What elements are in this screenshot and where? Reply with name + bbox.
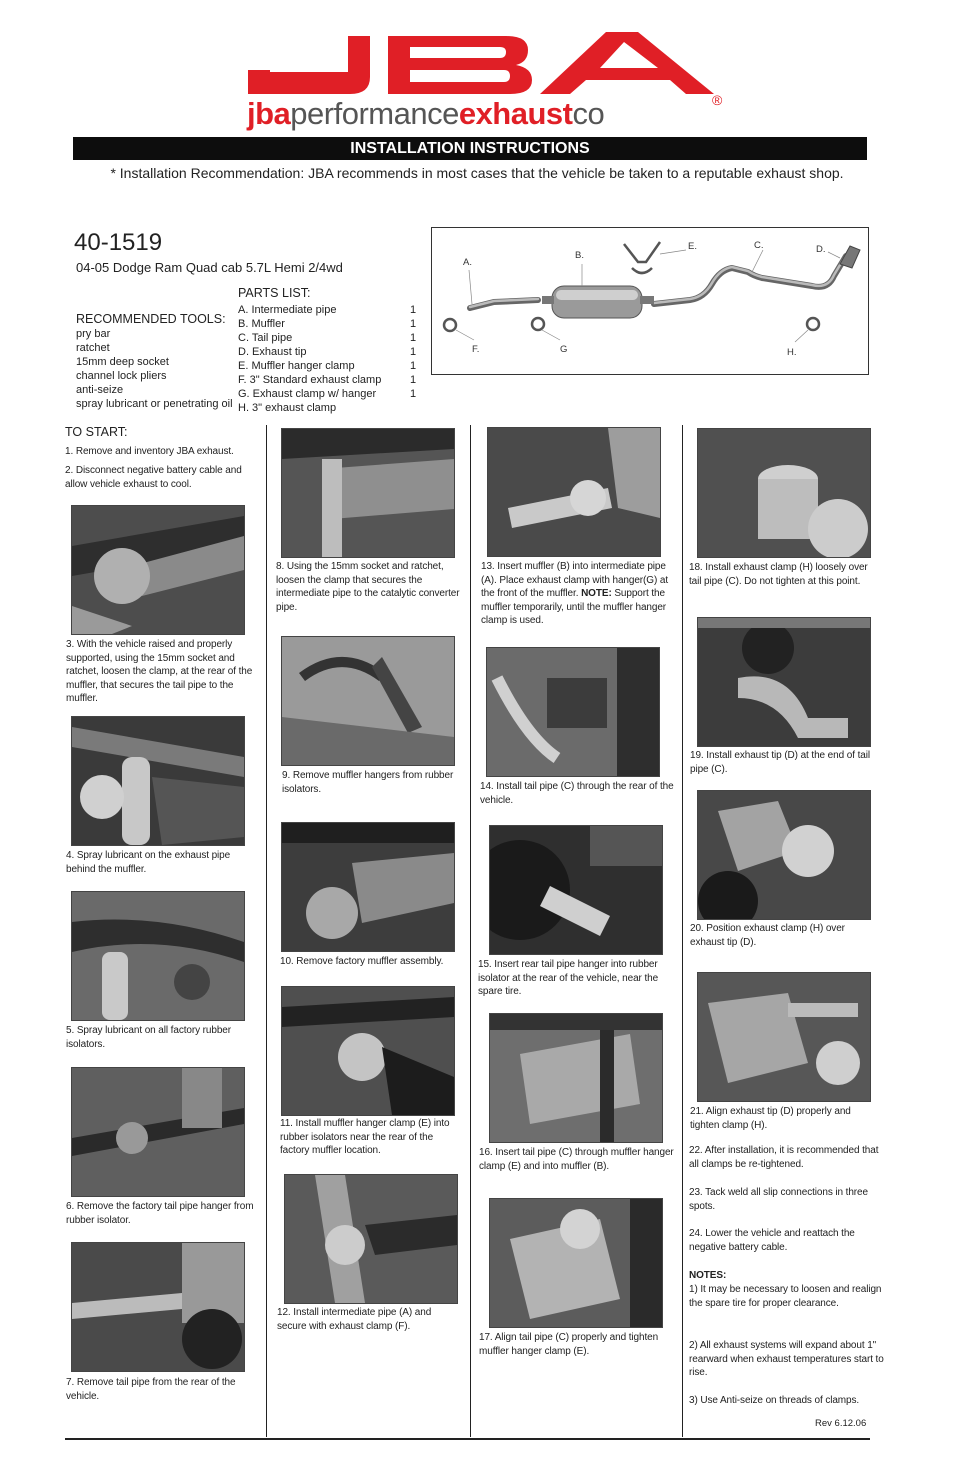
step-16: 16. Insert tail pipe (C) through muffler hanger clamp (E) and into muffler (B). <box>479 1147 674 1172</box>
step-17-photo <box>489 1198 663 1328</box>
part-qty: 1 <box>410 388 417 400</box>
step-9: 9. Remove muffler hangers from rubber isolators. <box>282 770 454 795</box>
step-4-photo <box>71 716 245 846</box>
step-19: 19. Install exhaust tip (D) at the end of tail pipe (C). <box>690 750 870 775</box>
step-5: 5. Spray lubricant on all factory rubber isolators. <box>66 1025 231 1050</box>
step-7: 7. Remove tail pipe from the rear of the vehicle. <box>66 1377 236 1402</box>
part-qty: 1 <box>410 360 417 372</box>
brand-tagline <box>247 96 604 132</box>
step-8: 8. Using the 15mm socket and ratchet, loosen the clamp that secures the intermediate pipe to the catalytic converter pipe. <box>276 561 460 613</box>
step-15: 15. Insert rear tail pipe hanger into rubber isolator at the rear of the vehicle, near the spare tire. <box>478 959 659 997</box>
part-item: H. 3" exhaust clamp <box>238 402 337 414</box>
part-item: A. Intermediate pipe <box>238 304 337 316</box>
brand-co: co <box>572 96 605 131</box>
parts-list <box>238 303 381 415</box>
diagram-label-e: E. <box>688 241 697 252</box>
brand-exhaust: exhaust <box>458 96 573 131</box>
part-number: 40-1519 <box>74 229 163 256</box>
step-7-photo <box>71 1242 245 1372</box>
tools-list <box>76 327 233 411</box>
step-9-photo <box>281 636 455 766</box>
part-item: B. Muffler <box>238 318 285 330</box>
step-5-photo <box>71 891 245 1021</box>
step-4: 4. Spray lubricant on the exhaust pipe behind the muffler. <box>66 850 231 875</box>
step-13-photo <box>487 427 661 557</box>
step-1: 1. Remove and inventory JBA exhaust. <box>65 446 234 457</box>
step-24: 24. Lower the vehicle and reattach the negative battery cable. <box>689 1228 855 1253</box>
step-3-photo <box>71 505 245 635</box>
step-13-note: Support the muffler temporarily, until the muffler hanger clamp is used. <box>481 588 667 626</box>
step-21-photo <box>697 972 871 1102</box>
to-start-title: TO START: <box>65 425 128 439</box>
step-13 <box>481 560 676 628</box>
tools-title: RECOMMENDED TOOLS: <box>76 312 226 326</box>
part-qty: 1 <box>410 374 417 386</box>
part-qty: 1 <box>410 318 417 330</box>
brand-performance: performance <box>290 96 459 131</box>
note-2: 2) All exhaust systems will expand about 1" rearward when exhaust temperatures start to rise. <box>689 1340 884 1378</box>
step-6-photo <box>71 1067 245 1197</box>
step-6: 6. Remove the factory tail pipe hanger from rubber isolator. <box>66 1201 254 1226</box>
diagram-label-h: H. <box>787 347 797 358</box>
parts-list-title: PARTS LIST: <box>238 286 311 300</box>
column-divider <box>266 425 267 1437</box>
step-13-text: 13. Insert muffler (B) into intermediate pipe (A). Place exhaust clamp with hanger(G) at the front of the muffler. <box>481 561 668 599</box>
step-12: 12. Install intermediate pipe (A) and secure with exhaust clamp (F). <box>277 1307 432 1332</box>
tool-item: 15mm deep socket <box>76 356 169 368</box>
revision-date: Rev 6.12.06 <box>815 1418 867 1429</box>
diagram-label-b: B. <box>575 250 584 261</box>
step-21: 21. Align exhaust tip (D) properly and tighten clamp (H). <box>690 1106 851 1131</box>
step-13-note-label: NOTE: <box>581 588 612 599</box>
diagram-label-a: A. <box>463 257 472 268</box>
diagram-label-d: D. <box>816 244 826 255</box>
step-8-photo <box>281 428 455 558</box>
tool-item: anti-seize <box>76 384 124 396</box>
step-20-photo <box>697 790 871 920</box>
tool-item: ratchet <box>76 342 110 354</box>
bottom-rule <box>65 1438 870 1440</box>
column-divider <box>682 425 683 1437</box>
step-12-photo <box>284 1174 458 1304</box>
page-title: INSTALLATION INSTRUCTIONS <box>73 137 867 160</box>
exhaust-parts-diagram <box>431 227 869 375</box>
step-18-photo <box>697 428 871 558</box>
tool-item: channel lock pliers <box>76 370 167 382</box>
step-18: 18. Install exhaust clamp (H) loosely over tail pipe (C). Do not tighten at this point. <box>689 562 868 587</box>
notes-title: NOTES: <box>689 1270 727 1281</box>
step-10-photo <box>281 822 455 952</box>
part-qty: 1 <box>410 304 417 316</box>
tool-item: spray lubricant or penetrating oil <box>76 398 233 410</box>
step-19-photo <box>697 617 871 747</box>
part-item: C. Tail pipe <box>238 332 293 344</box>
step-14-photo <box>486 647 660 777</box>
step-23: 23. Tack weld all slip connections in three spots. <box>689 1187 868 1212</box>
note-1: 1) It may be necessary to loosen and realign the spare tire for proper clearance. <box>689 1284 882 1309</box>
step-2: 2. Disconnect negative battery cable and allow vehicle exhaust to cool. <box>65 465 242 490</box>
step-3: 3. With the vehicle raised and properly supported, using the 15mm socket and ratchet, loosen the clamp, at the rear of the muffler, that secures the tail pipe to the muffler. <box>66 639 253 704</box>
step-11-photo <box>281 986 455 1116</box>
registered-mark: ® <box>712 92 723 108</box>
column-divider <box>470 425 471 1437</box>
diagram-label-f: F. <box>472 344 480 355</box>
diagram-label-g: G <box>560 344 568 355</box>
step-11: 11. Install muffler hanger clamp (E) into rubber isolators near the rear of the factory muffler location. <box>280 1118 450 1156</box>
installation-recommendation: * Installation Recommendation: JBA recommends in most cases that the vehicle be taken to a reputable exhaust shop. <box>110 165 844 181</box>
brand-jba: jba <box>247 96 291 131</box>
step-15-photo <box>489 825 663 955</box>
step-22: 22. After installation, it is recommended that all clamps be re-tightened. <box>689 1145 879 1170</box>
tool-item: pry bar <box>76 328 111 340</box>
vehicle-fitment: 04-05 Dodge Ram Quad cab 5.7L Hemi 2/4wd <box>76 260 343 275</box>
step-10: 10. Remove factory muffler assembly. <box>280 956 444 967</box>
part-qty: 1 <box>410 332 417 344</box>
part-item: D. Exhaust tip <box>238 346 307 358</box>
part-item: G. Exhaust clamp w/ hanger <box>238 388 377 400</box>
step-16-photo <box>489 1013 663 1143</box>
exhaust-diagram-graphic <box>432 228 868 374</box>
part-item: E. Muffler hanger clamp <box>238 360 355 372</box>
note-3: 3) Use Anti-seize on threads of clamps. <box>689 1395 860 1406</box>
part-qty: 1 <box>410 346 417 358</box>
parts-quantities <box>410 303 416 401</box>
step-17: 17. Align tail pipe (C) properly and tighten muffler hanger clamp (E). <box>479 1332 659 1357</box>
part-item: F. 3" Standard exhaust clamp <box>238 374 382 386</box>
diagram-label-c: C. <box>754 240 764 251</box>
step-14: 14. Install tail pipe (C) through the rear of the vehicle. <box>480 781 674 806</box>
step-20: 20. Position exhaust clamp (H) over exhaust tip (D). <box>690 923 845 948</box>
